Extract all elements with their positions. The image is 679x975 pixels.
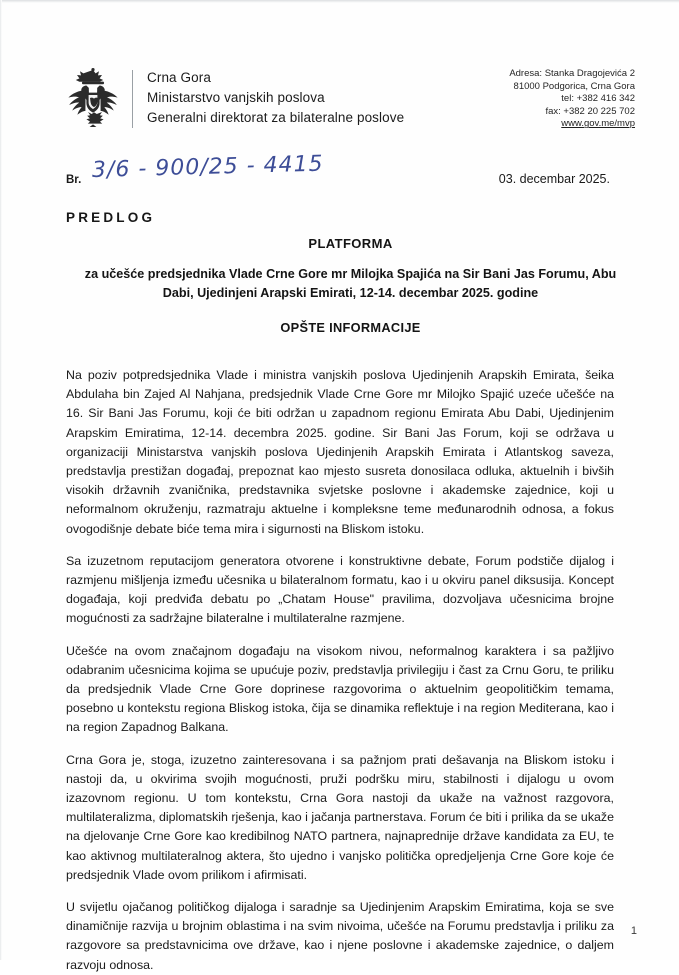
paragraph: Učešće na ovom značajnom događaju na visokom nivou, neformalnog karaktera i sa pažljivo odabranim učesnicima kojima se upućuje poziv, predstavlja privilegiju i čast za Crnu Goru, te priliku da predsjednik Vlade Crne Gore doprinese razgovorima o aktuelnim geopolitičkim temama, posebno u kontekstu regiona Bliskog istoka, čija se dinamika reflektuje i na region Mediterana, kao i na region Zapadnog Balkana.	[66, 643, 614, 735]
paragraph: Sa izuzetnom reputacijom generatora otvorene i konstruktivne debate, Forum podstiče dijalog i razmjenu mišljenja između učesnika u bilateralnom formatu, kao i u okviru panel diksusija. Koncept događaja, koji predviđa debatu po „Chatam House" pravilima, dozvoljava učesnicima brojne mogućnosti za sadržajne bilateralne i multilateralne razmjene.	[66, 553, 614, 626]
ministry-brand	[66, 66, 404, 130]
reference-label: Br.	[66, 174, 82, 186]
predlog-label: PREDLOG	[66, 210, 156, 225]
address-tel: tel: +382 416 342	[561, 93, 635, 105]
title-block	[66, 236, 635, 303]
org-line-directorate: Generalni direktorat za bilateralne poslove	[147, 110, 405, 125]
reference-row	[66, 151, 635, 200]
handwritten-reference-number: 3/6 - 900/25 - 4415	[91, 151, 324, 183]
ministry-name-block	[147, 66, 404, 128]
address-fax: fax: +382 20 225 702	[545, 105, 635, 117]
paragraph: Na poziv potpredsjednika Vlade i ministra vanjskih poslova Ujedinjenih Arapskih Emirata, šeika Abdulaha bin Zajed Al Nahjana, predsjednik Vlade Crne Gore mr Milojko Spajić uzeće učešće na 16. Sir Bani Jas Forumu, koji će biti održan u zapadnom regionu Emirata Abu Dabi, Ujedinjenim Arapskim Emiratima, 12-14. decembra 2025. godine. Sir Bani Jas Forum, koji se održava u organizaciji Ministarstva vanjskih poslova Ujedinjenih Arapskih Emirata i Atlantskog saveza, predstavlja prestižan događaj, prepoznat kao mjesto susreta donosilaca odluka, aktuelnih i bivših visokih državnih zvaničnika, predstavnika svjetske poslovne i akademske zajednice, koji u neformalnom okruženju, razmatraju aktuelne i kompleksne teme međunarodnih odnosa, a fokus ovogodišnje debate biće tema mira i sigurnosti na Bliskom istoku.	[66, 368, 614, 536]
body-text	[66, 366, 614, 975]
paragraph: U svijetlu ojačanog političkog dijaloga i saradnje sa Ujedinjenim Arapskim Emiratima, koja se sve dinamičnije razvija u brojnim oblastima i na svim nivoima, učešće na Forumu predstavlja i priliku za razgovore sa predstavnicima ove države, kao i njene poslovne i akademske zajednice, o daljem razvoju odnosa.	[66, 900, 614, 972]
org-line-country: Crna Gora	[147, 70, 211, 85]
address-city: 81000 Podgorica, Crna Gora	[513, 80, 635, 92]
address-street: Adresa: Stanka Dragojevića 2	[509, 68, 635, 79]
paragraph: Crna Gora je, stoga, izuzetno zainteresovana i sa pažnjom prati dešavanja na Bliskom istoku i nastoji da, u okvirima svojih mogućnosti, pruži podršku miru, stabilnosti i dijalogu u ovom izazovnom regionu. U tom kontekstu, Crna Gora nastoji da ukaže na važnost razgovora, multilateralizma, diplomatskih rješenja, kao i jačanja partnerstava. Forum će biti i prilika da se ukaže na djelovanje Crne Gore kao kredibilnog NATO partnera, najnaprednije države kandidata za EU, te kao aktivnog multilateralnog aktera, što ujedno i vanjsko politička opredjeljenja Crne Gore koje će predsjednik Vlade ovom prilikom i afirmisati.	[66, 752, 614, 882]
page-subtitle: za učešće predsjednika Vlade Crne Gore mr Milojka Spajića na Sir Bani Jas Forumu, Abu Dabi, Ujedinjeni Arapski Emirati, 12-14. decembar 2025. godine	[84, 267, 617, 300]
scan-edge-top	[0, 0, 679, 3]
address-block	[509, 66, 635, 131]
website-link[interactable]: www.gov.me/mvp	[561, 118, 635, 130]
letterhead	[66, 66, 635, 131]
document-date: 03. decembar 2025.	[498, 172, 610, 186]
page-number: 1	[630, 925, 637, 937]
montenegro-coat-of-arms-icon	[66, 68, 120, 130]
org-line-ministry: Ministarstvo vanjskih poslova	[147, 90, 325, 105]
page-title: PLATFORMA	[308, 236, 393, 251]
brand-divider	[132, 70, 133, 128]
section-heading-general-info: OPŠTE INFORMACIJE	[280, 320, 421, 335]
scan-edge-left	[0, 0, 2, 960]
